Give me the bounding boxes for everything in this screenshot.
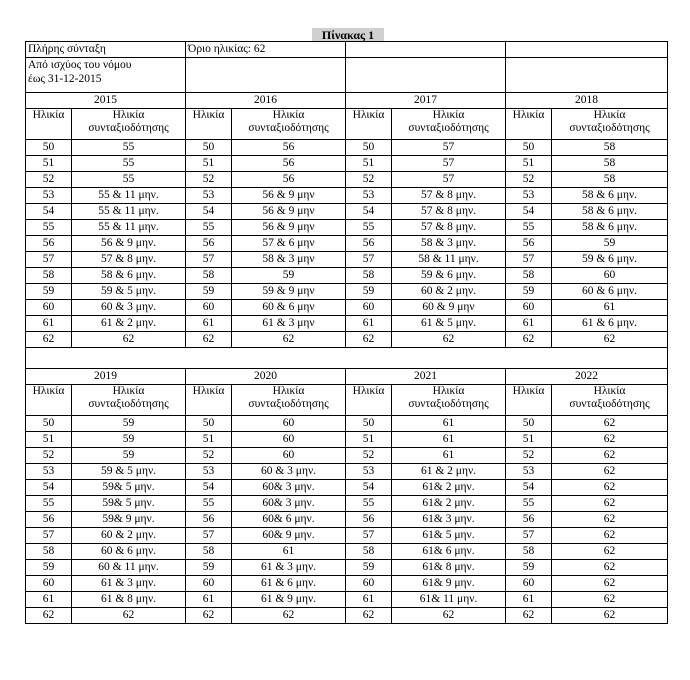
age-cell: 56 (26, 236, 72, 252)
age-column-header: Ηλικία (26, 385, 72, 416)
age-cell: 57 (346, 528, 392, 544)
age-cell: 53 (186, 464, 232, 480)
pension-age-cell: 59 (72, 448, 186, 464)
pension-age-cell: 62 (72, 608, 186, 624)
pension-age-cell: 58 & 6 μην. (72, 268, 186, 284)
year-header: 2015 (26, 93, 186, 109)
pension-age-cell: 60 & 3 μην. (232, 464, 346, 480)
pension-age-cell: 57 (392, 140, 506, 156)
pension-age-cell: 61& 9 μην. (392, 576, 506, 592)
age-cell: 54 (346, 480, 392, 496)
pension-age-column-header: Ηλικία συνταξιοδότησης (72, 109, 186, 140)
pension-age-cell: 62 (552, 332, 668, 348)
pension-age-cell: 61 (552, 300, 668, 316)
pension-age-column-header: Ηλικία συνταξιοδότησης (392, 109, 506, 140)
age-cell: 59 (506, 560, 552, 576)
age-cell: 53 (346, 188, 392, 204)
pension-age-cell: 56 (232, 172, 346, 188)
table-row (26, 204, 668, 220)
age-cell: 60 (26, 300, 72, 316)
pension-age-cell: 57 (392, 172, 506, 188)
age-cell: 51 (506, 156, 552, 172)
age-cell: 50 (346, 140, 392, 156)
age-cell: 58 (346, 268, 392, 284)
age-cell: 50 (346, 416, 392, 432)
age-cell: 59 (26, 284, 72, 300)
pension-age-cell: 58 & 6 μην. (552, 204, 668, 220)
year-header: 2020 (186, 369, 346, 385)
pension-age-cell: 56 & 9 μην (232, 204, 346, 220)
pension-age-cell: 62 (232, 608, 346, 624)
age-cell: 50 (26, 140, 72, 156)
empty-cell (186, 58, 346, 93)
pension-age-cell: 62 (552, 528, 668, 544)
pension-age-cell: 60 & 2 μην. (72, 528, 186, 544)
pension-age-cell: 58 (552, 172, 668, 188)
table-row (26, 332, 668, 348)
pension-age-cell: 61 & 9 μην. (232, 592, 346, 608)
table-row (26, 576, 668, 592)
age-cell: 52 (346, 448, 392, 464)
age-cell: 60 (346, 300, 392, 316)
age-cell: 55 (26, 220, 72, 236)
table-row (26, 188, 668, 204)
age-cell: 55 (346, 496, 392, 512)
age-cell: 52 (346, 172, 392, 188)
age-cell: 62 (346, 608, 392, 624)
year-header: 2018 (506, 93, 668, 109)
table-row (26, 316, 668, 332)
age-column-header: Ηλικία (186, 109, 232, 140)
age-cell: 53 (506, 464, 552, 480)
age-cell: 58 (506, 544, 552, 560)
age-cell: 61 (26, 592, 72, 608)
pension-age-cell: 60 & 11 μην. (72, 560, 186, 576)
pension-age-cell: 62 (552, 512, 668, 528)
table-title: Πίνακας 1 (312, 28, 384, 42)
pension-age-cell: 61& 11 μην. (392, 592, 506, 608)
age-cell: 53 (26, 188, 72, 204)
age-cell: 60 (506, 300, 552, 316)
table-row (26, 252, 668, 268)
empty-cell (506, 42, 668, 58)
age-limit-label: Όριο ηλικίας: 62 (186, 42, 346, 58)
pension-age-cell: 61 & 8 μην. (72, 592, 186, 608)
pension-age-cell: 61 & 5 μην. (392, 316, 506, 332)
age-cell: 56 (186, 236, 232, 252)
age-column-header: Ηλικία (346, 109, 392, 140)
full-pension-label: Πλήρης σύνταξη (26, 42, 186, 58)
age-cell: 55 (346, 220, 392, 236)
empty-cell (346, 42, 506, 58)
table-row (26, 156, 668, 172)
column-header-row (26, 109, 668, 140)
table-row (26, 560, 668, 576)
column-header-row (26, 385, 668, 416)
age-cell: 51 (26, 432, 72, 448)
age-cell: 61 (346, 592, 392, 608)
table-row (26, 544, 668, 560)
age-cell: 55 (186, 220, 232, 236)
pension-age-cell: 59 (232, 268, 346, 284)
pension-age-cell: 56 & 9 μην. (72, 236, 186, 252)
table-row (26, 528, 668, 544)
pension-age-column-header: Ηλικία συνταξιοδότησης (232, 385, 346, 416)
age-cell: 58 (186, 268, 232, 284)
year-header: 2017 (346, 93, 506, 109)
pension-age-cell: 60& 9 μην. (232, 528, 346, 544)
pension-age-cell: 57 & 6 μην (232, 236, 346, 252)
age-cell: 60 (186, 300, 232, 316)
pension-age-cell: 62 (552, 576, 668, 592)
age-column-header: Ηλικία (186, 385, 232, 416)
pension-age-cell: 62 (232, 332, 346, 348)
age-cell: 51 (506, 432, 552, 448)
pension-age-cell: 59& 9 μην. (72, 512, 186, 528)
pension-age-cell: 61 (232, 544, 346, 560)
pension-age-cell: 62 (552, 464, 668, 480)
pension-age-cell: 60 & 6 μην (232, 300, 346, 316)
age-cell: 62 (26, 608, 72, 624)
age-cell: 59 (26, 560, 72, 576)
pension-age-cell: 59& 5 μην. (72, 480, 186, 496)
age-cell: 55 (506, 220, 552, 236)
table-row (26, 496, 668, 512)
pension-age-cell: 61 (392, 432, 506, 448)
pension-age-cell: 58 & 6 μην. (552, 188, 668, 204)
age-cell: 51 (26, 156, 72, 172)
pension-age-cell: 62 (552, 480, 668, 496)
age-cell: 56 (346, 236, 392, 252)
age-cell: 59 (346, 284, 392, 300)
pension-age-cell: 55 (72, 156, 186, 172)
age-cell: 61 (26, 316, 72, 332)
pension-age-cell: 62 (552, 592, 668, 608)
pension-age-cell: 57 & 8 μην. (392, 220, 506, 236)
pension-age-cell: 55 & 11 μην. (72, 220, 186, 236)
pension-age-cell: 55 (72, 140, 186, 156)
table-row (26, 140, 668, 156)
table-row (26, 592, 668, 608)
pension-age-cell: 60 & 6 μην. (72, 544, 186, 560)
pension-age-cell: 57 (392, 156, 506, 172)
pension-age-cell: 55 & 11 μην. (72, 188, 186, 204)
pension-age-cell: 59 & 6 μην. (392, 268, 506, 284)
pension-age-cell: 59& 5 μην. (72, 496, 186, 512)
age-cell: 52 (506, 172, 552, 188)
table-row (26, 432, 668, 448)
age-cell: 57 (26, 528, 72, 544)
pension-age-cell: 58 & 3 μην (232, 252, 346, 268)
year-header: 2016 (186, 93, 346, 109)
pension-age-cell: 60& 3 μην. (232, 480, 346, 496)
age-cell: 52 (186, 448, 232, 464)
pension-age-cell: 61 & 3 μην. (72, 576, 186, 592)
age-cell: 56 (506, 512, 552, 528)
pension-age-cell: 59 (72, 416, 186, 432)
pension-age-cell: 61 & 3 μην. (232, 560, 346, 576)
spacer-row (26, 348, 668, 369)
age-cell: 58 (26, 544, 72, 560)
age-cell: 57 (346, 252, 392, 268)
age-column-header: Ηλικία (506, 385, 552, 416)
age-cell: 53 (186, 188, 232, 204)
table-row (26, 416, 668, 432)
empty-cell (26, 348, 668, 369)
pension-age-column-header: Ηλικία συνταξιοδότησης (392, 385, 506, 416)
pension-age-cell: 59 & 5 μην. (72, 284, 186, 300)
pension-age-cell: 57 & 8 μην. (392, 204, 506, 220)
age-cell: 52 (26, 172, 72, 188)
age-cell: 51 (346, 156, 392, 172)
age-cell: 61 (346, 316, 392, 332)
pension-age-cell: 59 (552, 236, 668, 252)
age-cell: 53 (346, 464, 392, 480)
age-cell: 60 (26, 576, 72, 592)
age-cell: 54 (26, 204, 72, 220)
pension-age-cell: 61& 2 μην. (392, 480, 506, 496)
age-cell: 57 (506, 528, 552, 544)
pension-age-cell: 62 (392, 332, 506, 348)
pension-age-cell: 61& 8 μην. (392, 560, 506, 576)
pension-age-cell: 60 (232, 416, 346, 432)
year-header: 2021 (346, 369, 506, 385)
age-cell: 57 (186, 252, 232, 268)
pension-age-cell: 59 & 6 μην. (552, 252, 668, 268)
age-cell: 59 (506, 284, 552, 300)
age-cell: 55 (26, 496, 72, 512)
pension-age-cell: 58 & 6 μην. (552, 220, 668, 236)
age-cell: 60 (186, 576, 232, 592)
age-cell: 58 (346, 544, 392, 560)
pension-age-cell: 62 (552, 560, 668, 576)
pension-age-cell: 61& 3 μην. (392, 512, 506, 528)
empty-cell (506, 58, 668, 93)
pension-age-cell: 61 & 2 μην. (392, 464, 506, 480)
age-cell: 61 (506, 316, 552, 332)
pension-age-cell: 61& 5 μην. (392, 528, 506, 544)
pension-age-cell: 60& 3 μην. (232, 496, 346, 512)
age-column-header: Ηλικία (506, 109, 552, 140)
pension-age-cell: 62 (72, 332, 186, 348)
age-cell: 51 (186, 156, 232, 172)
pension-age-cell: 60 & 3 μην. (72, 300, 186, 316)
law-period-label: Από ισχύος του νόμου έως 31-12-2015 (26, 58, 186, 93)
table-row (26, 300, 668, 316)
pension-age-cell: 58 & 3 μην. (392, 236, 506, 252)
age-cell: 57 (506, 252, 552, 268)
pension-age-cell: 62 (552, 448, 668, 464)
age-cell: 53 (26, 464, 72, 480)
pension-age-cell: 55 (72, 172, 186, 188)
age-cell: 62 (506, 332, 552, 348)
age-cell: 50 (506, 140, 552, 156)
pension-age-cell: 61 (392, 448, 506, 464)
pension-age-cell: 61 & 2 μην. (72, 316, 186, 332)
pension-age-cell: 61& 2 μην. (392, 496, 506, 512)
pension-age-cell: 61& 6 μην. (392, 544, 506, 560)
age-cell: 56 (346, 512, 392, 528)
info-row (26, 42, 668, 58)
age-cell: 56 (186, 512, 232, 528)
age-cell: 50 (186, 416, 232, 432)
pension-age-cell: 61 (392, 416, 506, 432)
age-cell: 51 (186, 432, 232, 448)
pension-age-cell: 56 & 9 μην (232, 220, 346, 236)
pension-age-cell: 60 & 2 μην. (392, 284, 506, 300)
age-cell: 59 (346, 560, 392, 576)
age-cell: 58 (506, 268, 552, 284)
year-header-row (26, 369, 668, 385)
age-cell: 61 (186, 592, 232, 608)
pension-age-cell: 59 & 5 μην. (72, 464, 186, 480)
age-cell: 54 (506, 480, 552, 496)
pension-age-cell: 62 (552, 544, 668, 560)
pension-age-cell: 61 & 3 μην (232, 316, 346, 332)
age-cell: 57 (26, 252, 72, 268)
law-row (26, 58, 668, 93)
age-cell: 54 (186, 204, 232, 220)
pension-age-cell: 60& 6 μην. (232, 512, 346, 528)
age-cell: 54 (506, 204, 552, 220)
pension-age-cell: 62 (552, 416, 668, 432)
age-column-header: Ηλικία (26, 109, 72, 140)
age-cell: 55 (186, 496, 232, 512)
pension-age-cell: 62 (552, 496, 668, 512)
pension-age-cell: 58 & 11 μην. (392, 252, 506, 268)
age-column-header: Ηλικία (346, 385, 392, 416)
age-cell: 54 (26, 480, 72, 496)
age-cell: 57 (186, 528, 232, 544)
age-cell: 62 (186, 332, 232, 348)
age-cell: 59 (186, 284, 232, 300)
age-cell: 62 (186, 608, 232, 624)
age-cell: 60 (346, 576, 392, 592)
pension-age-cell: 59 & 9 μην (232, 284, 346, 300)
pension-age-table (25, 41, 668, 624)
age-cell: 60 (506, 576, 552, 592)
age-cell: 53 (506, 188, 552, 204)
pension-age-cell: 60 (552, 268, 668, 284)
empty-cell (346, 58, 506, 93)
age-cell: 62 (506, 608, 552, 624)
pension-age-cell: 60 & 6 μην. (552, 284, 668, 300)
pension-age-column-header: Ηλικία συνταξιοδότησης (232, 109, 346, 140)
table-row (26, 284, 668, 300)
age-cell: 58 (26, 268, 72, 284)
pension-age-cell: 57 & 8 μην. (72, 252, 186, 268)
age-cell: 56 (506, 236, 552, 252)
pension-age-cell: 57 & 8 μην. (392, 188, 506, 204)
pension-age-column-header: Ηλικία συνταξιοδότησης (72, 385, 186, 416)
age-cell: 54 (346, 204, 392, 220)
age-cell: 58 (186, 544, 232, 560)
table-row (26, 512, 668, 528)
pension-age-cell: 62 (392, 608, 506, 624)
age-cell: 61 (186, 316, 232, 332)
pension-age-cell: 56 & 9 μην (232, 188, 346, 204)
age-cell: 52 (186, 172, 232, 188)
pension-age-column-header: Ηλικία συνταξιοδότησης (552, 385, 668, 416)
age-cell: 50 (186, 140, 232, 156)
table-row (26, 172, 668, 188)
age-cell: 62 (346, 332, 392, 348)
year-header: 2022 (506, 369, 668, 385)
age-cell: 52 (506, 448, 552, 464)
pension-age-cell: 58 (552, 156, 668, 172)
age-cell: 54 (186, 480, 232, 496)
pension-age-cell: 60 & 9 μην (392, 300, 506, 316)
age-cell: 61 (506, 592, 552, 608)
pension-age-cell: 56 (232, 156, 346, 172)
pension-age-cell: 61 & 6 μην. (552, 316, 668, 332)
table-row (26, 448, 668, 464)
year-header-row (26, 93, 668, 109)
pension-age-cell: 62 (552, 608, 668, 624)
table-row (26, 220, 668, 236)
pension-age-cell: 58 (552, 140, 668, 156)
pension-age-column-header: Ηλικία συνταξιοδότησης (552, 109, 668, 140)
pension-age-cell: 61 & 6 μην. (232, 576, 346, 592)
age-cell: 56 (26, 512, 72, 528)
age-cell: 59 (186, 560, 232, 576)
age-cell: 52 (26, 448, 72, 464)
table-row (26, 464, 668, 480)
age-cell: 51 (346, 432, 392, 448)
age-cell: 62 (26, 332, 72, 348)
table-row (26, 268, 668, 284)
table-row (26, 236, 668, 252)
table-row (26, 480, 668, 496)
table-row (26, 608, 668, 624)
pension-age-cell: 62 (552, 432, 668, 448)
pension-age-cell: 55 & 11 μην. (72, 204, 186, 220)
age-cell: 55 (506, 496, 552, 512)
pension-age-cell: 60 (232, 448, 346, 464)
pension-age-cell: 56 (232, 140, 346, 156)
year-header: 2019 (26, 369, 186, 385)
pension-age-cell: 59 (72, 432, 186, 448)
pension-age-cell: 60 (232, 432, 346, 448)
age-cell: 50 (26, 416, 72, 432)
age-cell: 50 (506, 416, 552, 432)
